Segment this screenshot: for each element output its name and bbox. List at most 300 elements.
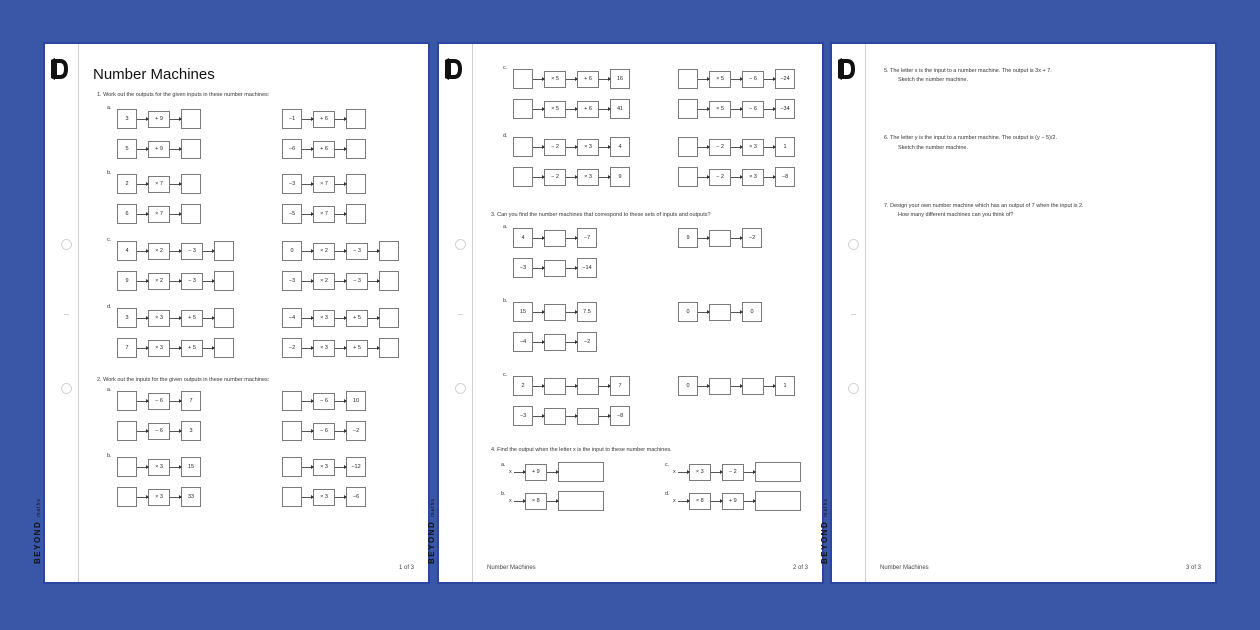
- output-box[interactable]: 33: [181, 487, 201, 507]
- number-machine: [282, 391, 366, 411]
- number-machine: [513, 376, 630, 396]
- number-machine: [282, 338, 399, 358]
- arrow-right-icon: [170, 401, 181, 402]
- operation-box[interactable]: × 3: [689, 464, 711, 481]
- page-footer-title: Number Machines: [487, 565, 536, 571]
- operation-box[interactable]: + 6: [577, 101, 599, 118]
- output-box[interactable]: 15: [181, 457, 201, 477]
- operation-box[interactable]: × 3: [313, 340, 335, 357]
- number-machine: [513, 137, 630, 157]
- operation-box[interactable]: [544, 230, 566, 247]
- input-box[interactable]: [678, 69, 698, 89]
- part-label: c.: [107, 237, 112, 243]
- arrow-right-icon: [731, 109, 742, 110]
- beyond-logo-icon: [51, 57, 69, 81]
- arrow-right-icon: [533, 238, 544, 239]
- operation-box[interactable]: [544, 334, 566, 351]
- operation-box[interactable]: × 8: [689, 493, 711, 510]
- input-box[interactable]: 6: [117, 204, 137, 224]
- number-machine: [117, 457, 201, 477]
- arrow-right-icon: [137, 214, 148, 215]
- operation-box[interactable]: + 5: [181, 340, 203, 357]
- number-machine: [117, 338, 234, 358]
- operation-box[interactable]: + 5: [346, 310, 368, 327]
- question-5: 5. The letter x is the input to a number machine. The output is 3x + 7.: [884, 68, 1052, 74]
- punch-hole: [61, 239, 72, 250]
- operation-box[interactable]: [544, 260, 566, 277]
- output-box[interactable]: −2: [742, 228, 762, 248]
- number-machine: [117, 391, 201, 411]
- number-machine: [282, 139, 366, 159]
- arrow-right-icon: [698, 177, 709, 178]
- number-machine: [673, 462, 801, 482]
- arrow-right-icon: [731, 79, 742, 80]
- arrow-right-icon: [744, 501, 755, 502]
- number-machine: [678, 167, 795, 187]
- output-box[interactable]: [214, 271, 234, 291]
- input-box[interactable]: −3: [513, 258, 533, 278]
- arrow-right-icon: [335, 467, 346, 468]
- input-box[interactable]: [513, 99, 533, 119]
- operation-box[interactable]: × 7: [148, 176, 170, 193]
- output-box[interactable]: [379, 271, 399, 291]
- arrow-right-icon: [599, 109, 610, 110]
- output-box[interactable]: 41: [610, 99, 630, 119]
- input-box[interactable]: [678, 167, 698, 187]
- arrow-right-icon: [368, 281, 379, 282]
- operation-box[interactable]: − 2: [544, 139, 566, 156]
- operation-box[interactable]: − 3: [346, 273, 368, 290]
- part-label: a.: [501, 462, 506, 468]
- operation-box[interactable]: − 6: [742, 101, 764, 118]
- operation-box[interactable]: × 3: [577, 169, 599, 186]
- input-box[interactable]: −4: [282, 308, 302, 328]
- output-box[interactable]: 16: [610, 69, 630, 89]
- page-number: 1 of 3: [398, 565, 414, 571]
- arrow-right-icon: [170, 348, 181, 349]
- arrow-right-icon: [533, 342, 544, 343]
- page-title: Number Machines: [93, 66, 215, 83]
- input-box[interactable]: [513, 137, 533, 157]
- arrow-right-icon: [731, 312, 742, 313]
- question-6: 6. The letter y is the input to a number machine. The output is (y − 5)/2.: [884, 135, 1057, 141]
- arrow-right-icon: [335, 401, 346, 402]
- number-machine: [117, 241, 234, 261]
- arrow-right-icon: [533, 177, 544, 178]
- input-box[interactable]: 3: [117, 109, 137, 129]
- arrow-right-icon: [170, 431, 181, 432]
- operation-box[interactable]: − 6: [313, 393, 335, 410]
- operation-box[interactable]: × 3: [577, 139, 599, 156]
- output-box[interactable]: [214, 338, 234, 358]
- arrow-right-icon: [547, 501, 558, 502]
- question-7-instruction: How many different machines can you think of?: [898, 212, 1014, 218]
- operation-box[interactable]: + 6: [313, 141, 335, 158]
- output-box[interactable]: [346, 109, 366, 129]
- operation-box[interactable]: × 5: [544, 71, 566, 88]
- operation-box[interactable]: × 3: [742, 169, 764, 186]
- number-machine: [282, 109, 366, 129]
- arrow-right-icon: [302, 214, 313, 215]
- output-box[interactable]: [181, 204, 201, 224]
- arrow-right-icon: [203, 348, 214, 349]
- input-box[interactable]: 4: [513, 228, 533, 248]
- number-machine: [282, 308, 399, 328]
- arrow-right-icon: [698, 386, 709, 387]
- operation-box[interactable]: − 6: [742, 71, 764, 88]
- operation-box[interactable]: − 6: [148, 423, 170, 440]
- arrow-right-icon: [335, 119, 346, 120]
- operation-box[interactable]: + 6: [313, 111, 335, 128]
- input-box[interactable]: [117, 457, 137, 477]
- output-box[interactable]: 0: [742, 302, 762, 322]
- input-box[interactable]: 3: [117, 308, 137, 328]
- arrow-right-icon: [137, 401, 148, 402]
- output-box[interactable]: −2: [577, 332, 597, 352]
- arrow-right-icon: [678, 501, 689, 502]
- input-box[interactable]: 9: [678, 228, 698, 248]
- number-machine: [678, 99, 795, 119]
- input-box[interactable]: [117, 487, 137, 507]
- arrow-right-icon: [302, 281, 313, 282]
- arrow-right-icon: [170, 497, 181, 498]
- question-7: 7. Design your own number machine which has an output of 7 when the input is 2.: [884, 203, 1084, 209]
- arrow-right-icon: [137, 184, 148, 185]
- page-binding-strip: [820, 44, 866, 582]
- question-3: 3. Can you find the number machines that correspond to these sets of inputs and outputs?: [491, 212, 711, 218]
- output-box[interactable]: 9: [610, 167, 630, 187]
- number-machine: [513, 302, 597, 322]
- input-box[interactable]: 2: [117, 174, 137, 194]
- arrow-right-icon: [547, 472, 558, 473]
- output-box[interactable]: [346, 204, 366, 224]
- output-box[interactable]: −34: [775, 99, 795, 119]
- operation-box[interactable]: [544, 378, 566, 395]
- arrow-right-icon: [302, 318, 313, 319]
- number-machine: [117, 139, 201, 159]
- input-box[interactable]: 7: [117, 338, 137, 358]
- number-machine: [282, 204, 366, 224]
- number-machine: [282, 241, 399, 261]
- page-number: 2 of 3: [792, 565, 808, 571]
- operation-box[interactable]: − 3: [181, 273, 203, 290]
- arrow-right-icon: [698, 238, 709, 239]
- operation-box[interactable]: × 3: [148, 489, 170, 506]
- arrow-right-icon: [566, 147, 577, 148]
- arrow-right-icon: [678, 472, 689, 473]
- arrow-right-icon: [599, 386, 610, 387]
- part-label: d.: [665, 491, 670, 497]
- output-box[interactable]: −12: [346, 457, 366, 477]
- operation-box[interactable]: × 3: [742, 139, 764, 156]
- number-machine: [509, 491, 604, 511]
- output-box[interactable]: 7: [610, 376, 630, 396]
- input-box[interactable]: −4: [513, 332, 533, 352]
- arrow-right-icon: [170, 119, 181, 120]
- output-box[interactable]: 7.5: [577, 302, 597, 322]
- input-box[interactable]: −1: [282, 109, 302, 129]
- operation-box[interactable]: × 3: [313, 310, 335, 327]
- arrow-right-icon: [170, 281, 181, 282]
- input-box[interactable]: −3: [282, 271, 302, 291]
- arrow-right-icon: [711, 501, 722, 502]
- output-box[interactable]: [755, 491, 801, 511]
- punch-hole: [848, 383, 859, 394]
- input-box[interactable]: [678, 137, 698, 157]
- input-box[interactable]: 0: [678, 302, 698, 322]
- input-box[interactable]: [282, 421, 302, 441]
- part-label: d.: [503, 133, 508, 139]
- arrow-right-icon: [137, 431, 148, 432]
- beyond-logo-icon: [838, 57, 856, 81]
- operation-box[interactable]: × 2: [313, 273, 335, 290]
- number-machine: [513, 69, 630, 89]
- arrow-right-icon: [137, 467, 148, 468]
- brand-wordmark: BEYONDmaths: [33, 498, 42, 564]
- output-box[interactable]: −8: [775, 167, 795, 187]
- arrow-right-icon: [599, 416, 610, 417]
- operation-box[interactable]: × 2: [313, 243, 335, 260]
- operation-box[interactable]: − 2: [722, 464, 744, 481]
- input-x: x: [509, 469, 512, 475]
- output-box[interactable]: 7: [181, 391, 201, 411]
- output-box[interactable]: 1: [775, 137, 795, 157]
- arrow-right-icon: [566, 79, 577, 80]
- operation-box[interactable]: × 7: [313, 176, 335, 193]
- part-label: a.: [107, 105, 112, 111]
- operation-box[interactable]: [709, 378, 731, 395]
- operation-box[interactable]: [577, 408, 599, 425]
- operation-box[interactable]: × 3: [148, 459, 170, 476]
- input-box[interactable]: 0: [282, 241, 302, 261]
- input-box[interactable]: [678, 99, 698, 119]
- number-machine: [513, 228, 597, 248]
- arrow-right-icon: [170, 467, 181, 468]
- operation-box[interactable]: × 3: [148, 340, 170, 357]
- arrow-right-icon: [764, 109, 775, 110]
- output-box[interactable]: [181, 139, 201, 159]
- arrow-right-icon: [335, 251, 346, 252]
- number-machine: [673, 491, 801, 511]
- worksheet-page-2: [427, 42, 824, 584]
- input-box[interactable]: [513, 167, 533, 187]
- operation-box[interactable]: − 2: [709, 169, 731, 186]
- output-box[interactable]: −6: [346, 487, 366, 507]
- arrow-right-icon: [731, 177, 742, 178]
- arrow-right-icon: [764, 79, 775, 80]
- operation-box[interactable]: [544, 304, 566, 321]
- input-box[interactable]: −3: [513, 406, 533, 426]
- arrow-right-icon: [533, 147, 544, 148]
- operation-box[interactable]: + 9: [148, 111, 170, 128]
- input-x: x: [673, 498, 676, 504]
- operation-box[interactable]: + 6: [577, 71, 599, 88]
- output-box[interactable]: [379, 241, 399, 261]
- part-label: d.: [107, 304, 112, 310]
- arrow-right-icon: [731, 386, 742, 387]
- operation-box[interactable]: × 3: [313, 489, 335, 506]
- output-box[interactable]: [214, 308, 234, 328]
- operation-box[interactable]: × 3: [313, 459, 335, 476]
- input-box[interactable]: 4: [117, 241, 137, 261]
- operation-box[interactable]: + 9: [722, 493, 744, 510]
- operation-box[interactable]: [577, 378, 599, 395]
- operation-box[interactable]: × 5: [544, 101, 566, 118]
- output-box[interactable]: [755, 462, 801, 482]
- punch-hole: [61, 383, 72, 394]
- output-box[interactable]: [346, 174, 366, 194]
- arrow-right-icon: [137, 119, 148, 120]
- operation-box[interactable]: + 9: [525, 464, 547, 481]
- arrow-right-icon: [137, 497, 148, 498]
- arrow-right-icon: [137, 348, 148, 349]
- input-box[interactable]: 15: [513, 302, 533, 322]
- worksheet-page-1: [33, 42, 430, 584]
- fold-mark: [64, 314, 69, 315]
- operation-box[interactable]: − 6: [313, 423, 335, 440]
- arrow-right-icon: [302, 497, 313, 498]
- number-machine: [117, 174, 201, 194]
- arrow-right-icon: [335, 214, 346, 215]
- output-box[interactable]: [181, 109, 201, 129]
- arrow-right-icon: [302, 149, 313, 150]
- input-box[interactable]: 5: [117, 139, 137, 159]
- operation-box[interactable]: × 5: [709, 71, 731, 88]
- input-box[interactable]: −3: [282, 174, 302, 194]
- number-machine: [117, 204, 201, 224]
- question-2: 2. Work out the inputs for the given outputs in these number machines:: [97, 377, 270, 383]
- arrow-right-icon: [764, 177, 775, 178]
- output-box[interactable]: [379, 338, 399, 358]
- output-box[interactable]: [181, 174, 201, 194]
- arrow-right-icon: [711, 472, 722, 473]
- number-machine: [678, 376, 795, 396]
- output-box[interactable]: [346, 139, 366, 159]
- input-box[interactable]: [282, 487, 302, 507]
- operation-box[interactable]: [709, 304, 731, 321]
- fold-mark: [851, 314, 856, 315]
- operation-box[interactable]: + 5: [346, 340, 368, 357]
- output-box[interactable]: −14: [577, 258, 597, 278]
- worksheet-page-3: [820, 42, 1217, 584]
- arrow-right-icon: [533, 79, 544, 80]
- arrow-right-icon: [368, 251, 379, 252]
- arrow-right-icon: [514, 472, 525, 473]
- arrow-right-icon: [698, 312, 709, 313]
- output-box[interactable]: 4: [610, 137, 630, 157]
- operation-box[interactable]: + 9: [148, 141, 170, 158]
- operation-box[interactable]: − 2: [544, 169, 566, 186]
- operation-box[interactable]: [544, 408, 566, 425]
- output-box[interactable]: −24: [775, 69, 795, 89]
- output-box[interactable]: [214, 241, 234, 261]
- number-machine: [282, 174, 366, 194]
- input-box[interactable]: [513, 69, 533, 89]
- number-machine: [678, 137, 795, 157]
- operation-box[interactable]: × 5: [709, 101, 731, 118]
- output-box[interactable]: [558, 462, 604, 482]
- input-box[interactable]: [117, 391, 137, 411]
- output-box[interactable]: 3: [181, 421, 201, 441]
- output-box[interactable]: −7: [577, 228, 597, 248]
- input-box[interactable]: −2: [282, 338, 302, 358]
- arrow-right-icon: [533, 109, 544, 110]
- arrow-right-icon: [335, 184, 346, 185]
- number-machine: [513, 332, 597, 352]
- operation-box[interactable]: × 3: [148, 310, 170, 327]
- input-box[interactable]: 9: [117, 271, 137, 291]
- arrow-right-icon: [335, 431, 346, 432]
- arrow-right-icon: [302, 401, 313, 402]
- arrow-right-icon: [203, 281, 214, 282]
- input-box[interactable]: 0: [678, 376, 698, 396]
- operation-box[interactable]: − 3: [346, 243, 368, 260]
- arrow-right-icon: [302, 431, 313, 432]
- arrow-right-icon: [368, 318, 379, 319]
- punch-hole: [455, 239, 466, 250]
- operation-box[interactable]: × 7: [148, 206, 170, 223]
- arrow-right-icon: [566, 109, 577, 110]
- number-machine: [282, 487, 366, 507]
- arrow-right-icon: [764, 147, 775, 148]
- operation-box[interactable]: [742, 378, 764, 395]
- output-box[interactable]: −8: [610, 406, 630, 426]
- operation-box[interactable]: × 8: [525, 493, 547, 510]
- input-box[interactable]: [282, 391, 302, 411]
- arrow-right-icon: [302, 184, 313, 185]
- part-label: b.: [107, 453, 112, 459]
- number-machine: [678, 228, 762, 248]
- input-x: x: [509, 498, 512, 504]
- question-6-instruction: Sketch the number machine.: [898, 145, 969, 151]
- arrow-right-icon: [566, 342, 577, 343]
- output-box[interactable]: 1: [775, 376, 795, 396]
- input-box[interactable]: [282, 457, 302, 477]
- input-box[interactable]: [117, 421, 137, 441]
- arrow-right-icon: [731, 238, 742, 239]
- arrow-right-icon: [335, 149, 346, 150]
- output-box[interactable]: −2: [346, 421, 366, 441]
- part-label: b.: [503, 298, 508, 304]
- arrow-right-icon: [599, 79, 610, 80]
- part-label: b.: [107, 170, 112, 176]
- arrow-right-icon: [744, 472, 755, 473]
- operation-box[interactable]: × 2: [148, 243, 170, 260]
- question-4: 4. Find the output when the letter x is the input to these number machines.: [491, 447, 672, 453]
- output-box[interactable]: 10: [346, 391, 366, 411]
- arrow-right-icon: [137, 318, 148, 319]
- arrow-right-icon: [533, 416, 544, 417]
- input-box[interactable]: −5: [282, 204, 302, 224]
- arrow-right-icon: [302, 119, 313, 120]
- operation-box[interactable]: [709, 230, 731, 247]
- number-machine: [678, 69, 795, 89]
- input-box[interactable]: −6: [282, 139, 302, 159]
- arrow-right-icon: [566, 177, 577, 178]
- output-box[interactable]: [379, 308, 399, 328]
- operation-box[interactable]: × 2: [148, 273, 170, 290]
- operation-box[interactable]: − 6: [148, 393, 170, 410]
- part-label: c.: [665, 462, 670, 468]
- operation-box[interactable]: − 3: [181, 243, 203, 260]
- operation-box[interactable]: + 5: [181, 310, 203, 327]
- input-box[interactable]: 2: [513, 376, 533, 396]
- brand-wordmark: BEYONDmaths: [820, 498, 829, 564]
- operation-box[interactable]: × 7: [313, 206, 335, 223]
- output-box[interactable]: [558, 491, 604, 511]
- operation-box[interactable]: − 2: [709, 139, 731, 156]
- punch-hole: [848, 239, 859, 250]
